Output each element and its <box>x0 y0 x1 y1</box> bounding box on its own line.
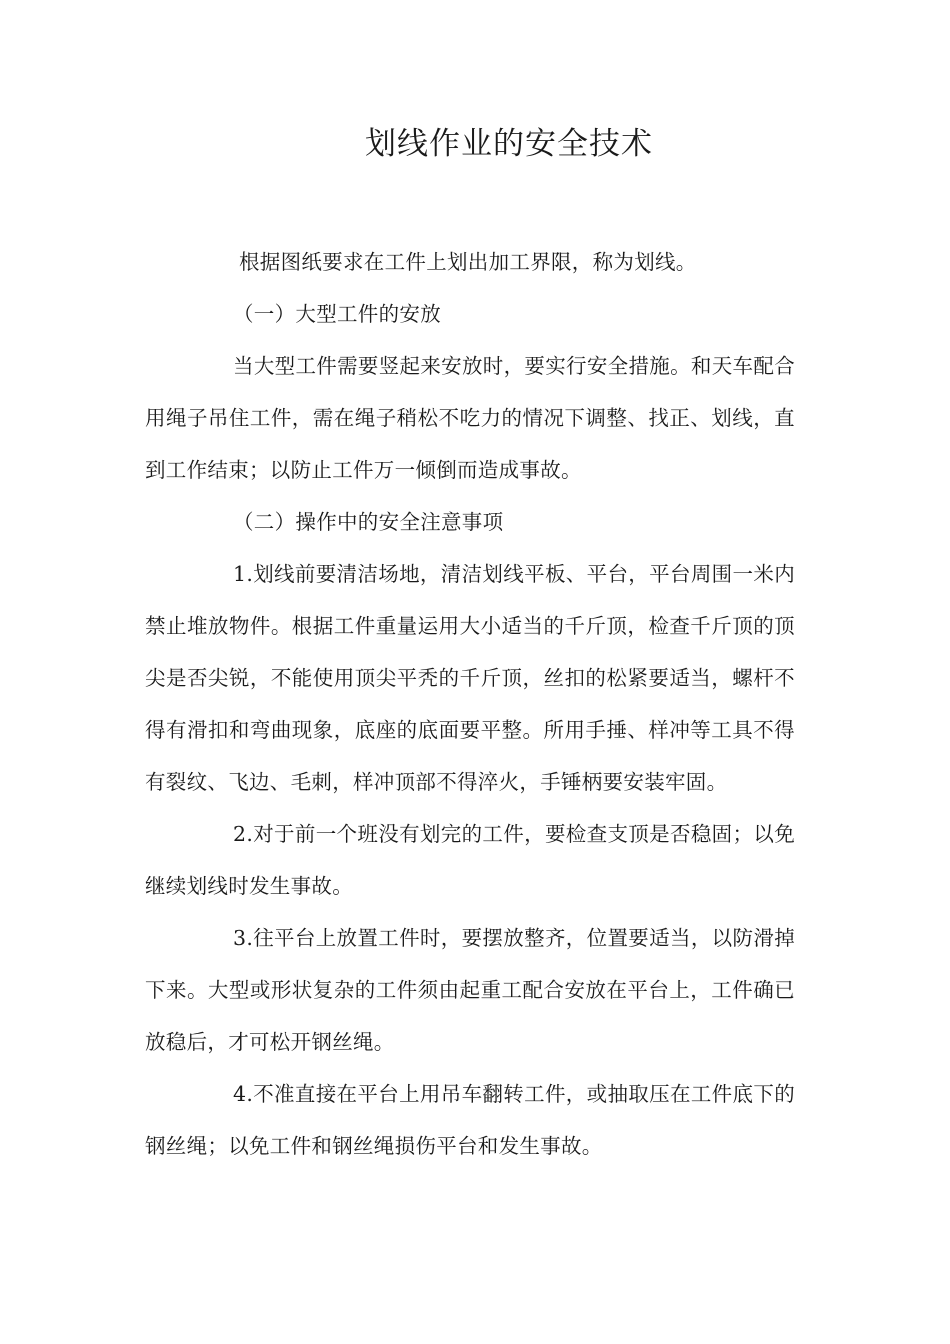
section-heading-2: （二）操作中的安全注意事项 <box>233 510 504 534</box>
list-item-1: 1.划线前要清洁场地，清洁划线平板、平台，平台周围一米内禁止堆放物件。根据工件重量运用大小适当的千斤顶，检查千斤顶的顶尖是否尖锐，不能使用顶尖平秃的千斤顶，丝扣的松紧要适当，螺杆不得有滑扣和弯曲现象，底座的底面要平整。所用手捶、样冲等工具不得有裂纹、飞边、毛刺，样冲顶部不得淬火，手锤柄要安装牢固。 <box>145 562 795 794</box>
list-item-4: 4.不准直接在平台上用吊车翻转工件，或抽取压在工件底下的钢丝绳；以免工件和钢丝绳损伤平台和发生事故。 <box>145 1082 795 1158</box>
list-item-3: 3.往平台上放置工件时，要摆放整齐，位置要适当，以防滑掉下来。大型或形状复杂的工件须由起重工配合安放在平台上，工件确已放稳后，才可松开钢丝绳。 <box>145 926 795 1054</box>
document-body <box>145 236 795 1172</box>
intro-paragraph: 根据图纸要求在工件上划出加工界限，称为划线。 <box>239 250 697 274</box>
list-item-2: 2.对于前一个班没有划完的工件，要检查支顶是否稳固；以免继续划线时发生事故。 <box>145 822 795 898</box>
body-paragraph: 当大型工件需要竖起来安放时，要实行安全措施。和天车配合用绳子吊住工件，需在绳子稍松不吃力的情况下调整、找正、划线，直到工作结束；以防止工件万一倾倒而造成事故。 <box>145 354 795 482</box>
section-heading-1: （一）大型工件的安放 <box>233 302 441 326</box>
document-title: 划线作业的安全技术 <box>365 126 653 162</box>
